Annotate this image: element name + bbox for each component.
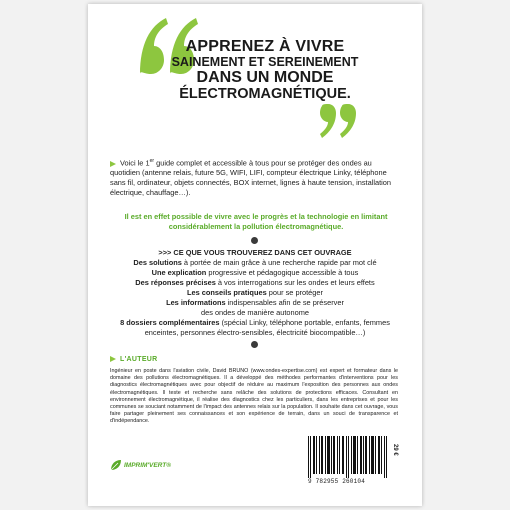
headline-line-4: ÉLECTROMAGNÉTIQUE. xyxy=(179,85,351,102)
triangle-arrow-icon xyxy=(110,356,116,362)
headline-line-3: DANS UN MONDE xyxy=(196,69,334,87)
intro-text-a: Voici le 1 xyxy=(120,158,150,168)
logo-text: IMPRIM'VERT® xyxy=(124,461,172,469)
contents-regular: indispensables afin de se préserver xyxy=(225,297,344,307)
intro-text-b: guide complet et accessible à tous pour se protéger des ondes au quotidien (antenne relais, future 5G, WIFI, LIFI, compteur électrique Linky, téléphone sans fil, ordinateur, objets connectés, BOX internet, lignes à haute tension, installation électrique, chauffage…). xyxy=(110,158,392,198)
contents-regular: pour se protéger xyxy=(266,287,323,297)
contents-line-6 xyxy=(106,318,404,338)
contents-line-5b: des ondes de manière autonome xyxy=(200,307,310,317)
author-heading-text: L'AUTEUR xyxy=(120,356,158,363)
leaf-icon xyxy=(110,459,122,471)
contents-regular: à vos interrogations sur les ondes et leurs effets xyxy=(215,277,375,287)
contents-regular: à portée de main grâce à une recherche rapide par mot clé xyxy=(181,257,377,267)
contents-line-5 xyxy=(106,298,404,308)
barcode xyxy=(302,434,396,486)
bullet-dot xyxy=(251,237,258,244)
contents-regular: progressive et pédagogique accessible à tous xyxy=(206,267,359,277)
contents-bold: Une explication xyxy=(151,267,207,277)
contents-regular: (spécial Linky, téléphone portable, enfants, femmes enceintes, personnes électro-sensibles, électricité biocompatible…) xyxy=(144,317,390,337)
bullet-dot xyxy=(251,341,258,348)
headline-line-1: APPRENEZ À VIVRE xyxy=(185,38,345,55)
contents-bold: Des solutions xyxy=(133,257,182,267)
author-bio: Ingénieur en poste dans l'aviation civile, David BRUNO (www.ondes-expertise.com) est expert et formateur dans le domaine des pollutions électromagnétiques. Il a développé des méthodes performantes d'interventions pour les diagnostics électromagnétiques avec pour objectif de réduire au maximum l'exposition des personnes aux ondes électromagnétiques. Il teste et recherche sans relâche des solutions de protections efficaces. Consultant en environnement électromagnétique, il réalise des diagnostics chez les particuliers, dans les entreprises et pour les communes se souciant notamment de l'impact des antennes relais sur la population. Il souhaite dans cet ouvrage, vous faire partager pleinement ses connaissances et son expérience de terrain, dans un souci de transparence et d'indépendance. xyxy=(110,368,398,425)
contents-bold: Des réponses précises xyxy=(135,277,216,287)
green-statement: Il est en effet possible de vivre avec le progrès et la technologie en limitant considérablement la pollution électromagnétique. xyxy=(124,212,388,231)
triangle-arrow-icon xyxy=(110,161,116,167)
contents-line-1 xyxy=(106,258,404,268)
headline-line-2: SAINEMENT ET SEREINEMENT xyxy=(171,54,359,69)
barcode-bars xyxy=(302,434,396,478)
close-quote-icon xyxy=(320,102,358,140)
contents-line-4 xyxy=(106,288,404,298)
barcode-number: 9 782955 260104 xyxy=(308,478,366,485)
contents-bold: 8 dossiers complémentaires xyxy=(120,317,220,327)
headline xyxy=(160,38,370,103)
contents-section xyxy=(106,248,404,338)
book-back-cover xyxy=(88,4,422,506)
contents-line-2 xyxy=(106,268,404,278)
contents-line-3 xyxy=(106,278,404,288)
price-label: 29 € xyxy=(392,444,398,456)
intro-paragraph xyxy=(110,158,400,198)
intro-superscript: er xyxy=(149,158,155,164)
imprim-vert-logo xyxy=(110,459,171,471)
contents-bold: Les informations xyxy=(166,297,226,307)
author-heading xyxy=(110,356,158,363)
contents-bold: Les conseils pratiques xyxy=(187,287,267,297)
contents-heading: >>> CE QUE VOUS TROUVEREZ DANS CET OUVRAGE xyxy=(158,248,352,257)
